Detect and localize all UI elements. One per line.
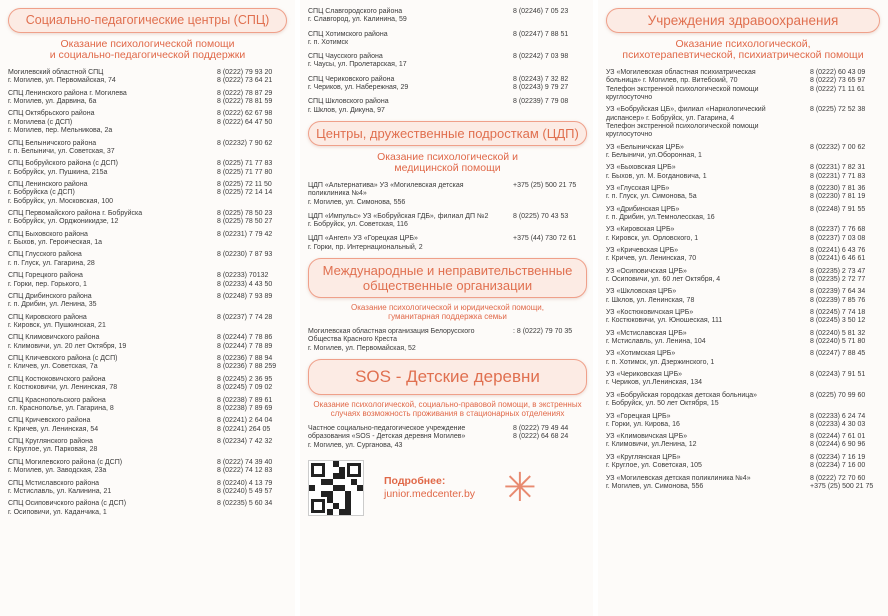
spc-list-continued (308, 8, 587, 115)
org-name-address: СПЦ Глусского района г. п. Глуск, ул. Гагарина, 28 (8, 251, 95, 267)
phone-number: 8 (02240) 5 81 32 8 (02240) 5 71 80 (810, 329, 866, 346)
section-header-spc: Социально-педагогические центры (СПЦ) (8, 8, 287, 33)
phone-number: +375 (44) 730 72 61 (513, 235, 577, 243)
org-name-address: УЗ «Круглянская ЦРБ» г. Круглое, ул. Советская, 105 (606, 453, 702, 470)
list-item (8, 459, 287, 476)
list-item (8, 110, 287, 135)
phone-number: 8 (0222) 78 87 29 8 (0222) 78 81 59 (217, 89, 273, 106)
star-decoration-icon: ✳ (503, 465, 537, 510)
list-item (606, 206, 880, 223)
list-item (606, 330, 880, 347)
list-item (308, 328, 587, 353)
org-name-address: УЗ «Костюковичская ЦРБ» г. Костюковичи, ул. Юношеская, 111 (606, 309, 723, 325)
org-name-address: СПЦ Осиповичского района (с ДСП) г. Осиповичи, ул. Каданчика, 1 (8, 500, 127, 516)
phone-number: 8 (02231) 7 79 42 (217, 230, 273, 238)
phone-number: 8 (0225) 70 99 60 (810, 391, 866, 399)
list-item (8, 90, 287, 107)
list-item (308, 425, 587, 450)
phone-number: 8 (02248) 7 91 55 (810, 205, 866, 213)
org-name-address: ЦДП «Импульс» УЗ «Бобруйская ГДБ», филиал ДП №2 г. Бобруйск, ул. Советская, 116 (308, 212, 489, 229)
list-item (8, 480, 287, 497)
org-name-address: УЗ «Быховская ЦРБ» г. Быхов, ул. М. Богдановича, 1 (606, 164, 707, 180)
more-info-label: Подробнее: (384, 474, 446, 487)
phone-number: 8 (02239) 7 79 08 (513, 98, 569, 106)
org-name-address: УЗ «Хотимская ЦРБ» г. п. Хотимск, ул. Дзержинского, 1 (606, 350, 715, 366)
list-item (308, 76, 587, 93)
qr-module (327, 509, 333, 515)
list-item (606, 185, 880, 202)
ngo-list (308, 328, 587, 353)
list-item (606, 144, 880, 161)
list-item (8, 376, 287, 393)
panel-healthcare (598, 0, 888, 616)
qr-corner (311, 463, 325, 477)
list-item (606, 247, 880, 264)
phone-number: 8 (02230) 7 81 36 8 (02230) 7 81 19 (810, 184, 866, 201)
org-name-address: СПЦ Климовичского района г. Климовичи, ул. 20 лет Октября, 19 (8, 334, 127, 350)
org-name-address: УЗ «Чериковская ЦРБ» г. Чериков, ул.Ленинская, 134 (606, 371, 703, 387)
list-item (606, 454, 880, 471)
list-item (606, 288, 880, 305)
phone-number: 8 (02247) 7 88 51 (513, 30, 569, 38)
phone-number: 8 (0225) 72 52 38 (810, 106, 866, 114)
qr-module (345, 509, 351, 515)
phone-number: 8 (02238) 7 89 61 8 (02238) 7 89 69 (217, 396, 273, 412)
org-name-address: СПЦ Славгородского района г. Славгород, ул. Калинина, 59 (308, 8, 407, 24)
phone-number: 8 (02246) 7 05 23 (513, 8, 569, 15)
org-name-address: СПЦ Чериковского района г. Чериков, ул. Набережная, 29 (308, 75, 409, 92)
org-name-address: СПЦ Шкловского района г. Шклов, ул. Дикуна, 97 (308, 98, 389, 114)
list-item (8, 438, 287, 455)
org-name-address: СПЦ Быховского района г. Быхов, ул. Героическая, 1а (8, 230, 102, 247)
phone-number: 8 (02239) 7 64 34 8 (02239) 7 85 76 (810, 288, 866, 304)
phone-number: 8 (0222) 79 93 20 8 (0222) 73 64 21 (217, 69, 273, 85)
org-name-address: СПЦ Могилевского района (с ДСП) г. Могилев, ул. Заводская, 23а (8, 458, 123, 475)
org-name-address: СПЦ Краснопольского района г.п. Краснополье, ул. Гагарина, 8 (8, 396, 114, 412)
org-name-address: УЗ «Шкловская ЦРБ» г. Шклов, ул. Ленинская, 78 (606, 288, 695, 304)
list-item (606, 106, 880, 139)
org-name-address: СПЦ Первомайского района г. Бобруйска г. Бобруйск, ул. Орджоникидзе, 12 (8, 210, 143, 226)
list-item (8, 210, 287, 227)
list-item (606, 392, 880, 409)
org-name-address: ЦДП «Ангел» УЗ «Горецкая ЦРБ» г. Горки, пр. Интернациональный, 2 (308, 235, 423, 251)
list-item (308, 98, 587, 115)
org-name-address: УЗ «Дрибинская ЦРБ» г. п. Дрибин, ул.Темнолесская, 16 (606, 205, 715, 221)
panel-social-centers (0, 0, 295, 616)
section-subheader-ngo: Оказание психологической и юридической помощи, гуманитарная поддержка семьи (351, 303, 544, 322)
phone-number: 8 (02240) 4 13 79 8 (02240) 5 49 57 (217, 479, 273, 495)
more-info-url[interactable]: junior.medcenter.by (384, 487, 476, 500)
phone-number: 8 (0225) 78 50 23 8 (0225) 78 50 27 (217, 210, 273, 226)
list-item (606, 69, 880, 102)
list-item (8, 500, 287, 517)
org-name-address: СПЦ Белыничского района г. п. Белыничи, ул. Советская, 37 (8, 139, 115, 155)
list-item (606, 164, 880, 181)
list-item (8, 397, 287, 414)
phone-number: 8 (0225) 70 43 53 (513, 212, 569, 220)
list-item (8, 355, 287, 372)
org-name-address: УЗ «Бобруйская городская детская больница» г. Бобруйск, ул. 50 лет Октября, 15 (606, 391, 758, 408)
org-name-address: Частное социально-педагогическое учреждение образования «SOS - Детская деревня Могилев» г. Могилев, ул. Сурганова, 43 (308, 424, 466, 449)
qr-module (339, 473, 345, 479)
org-name-address: Могилевская областная организация Белорусского Общества Красного Креста г. Могилев, ул. Первомайская, 52 (308, 328, 475, 352)
list-item (606, 309, 880, 326)
section-header-sos: SOS - Детские деревни (308, 359, 587, 395)
phone-number: 8 (02245) 7 74 18 8 (02245) 3 50 12 (810, 309, 866, 325)
org-name-address: СПЦ Круглянского района г. Круглое, ул. Парковая, 28 (8, 438, 98, 454)
org-name-address: СПЦ Бобруйского района (с ДСП) г. Бобруйск, ул. Пушкина, 215а (8, 160, 118, 176)
org-name-address: УЗ «Белыничская ЦРБ» г. Белыничи, ул.Оборонная, 1 (606, 143, 702, 159)
list-item (8, 160, 287, 177)
phone-number: 8 (02243) 7 91 51 (810, 371, 866, 379)
org-name-address: СПЦ Кличевского района (с ДСП) г. Кличев, ул. Советская, 7а (8, 355, 118, 371)
org-name-address: УЗ «Осиповичская ЦРБ» г. Осиповичи, ул. 60 лет Октября, 4 (606, 267, 721, 283)
list-item (8, 293, 287, 310)
phone-number: 8 (02243) 7 32 82 8 (02243) 9 79 27 (513, 75, 569, 92)
list-item (308, 53, 587, 70)
phone-number: 8 (0222) 60 43 09 8 (0222) 73 65 97 8 (0222) 71 11 61 (810, 69, 866, 93)
org-name-address: СПЦ Октябрьского района г. Могилева (с ДСП) г. Могилев, пер. Мельникова, 2а (8, 110, 113, 135)
phone-number: 8 (02232) 7 90 62 (217, 139, 273, 147)
phone-number: 8 (02241) 6 43 76 8 (02241) 6 46 61 (810, 247, 866, 263)
phone-number: 8 (02233) 70132 8 (02233) 4 43 50 (217, 272, 273, 288)
list-item (606, 350, 880, 367)
section-header-healthcare: Учреждения здравоохранения (606, 8, 880, 33)
list-item (8, 272, 287, 289)
phone-number: 8 (02237) 7 76 68 8 (02237) 7 03 08 (810, 226, 866, 242)
phone-number: 8 (0225) 72 11 50 8 (0225) 72 14 14 (217, 180, 273, 197)
healthcare-list (606, 69, 880, 491)
list-item (8, 231, 287, 248)
phone-number: 8 (02247) 7 88 45 (810, 350, 866, 358)
list-item (8, 251, 287, 268)
phone-number: 8 (0222) 62 67 98 8 (0222) 64 47 50 (217, 110, 273, 126)
org-name-address: СПЦ Ленинского района г. Могилева г. Могилев, ул. Дарвина, 6а (8, 89, 127, 106)
phone-number: 8 (02230) 7 87 93 (217, 251, 273, 259)
section-header-cdp: Центры, дружественные подросткам (ЦДП) (308, 121, 587, 146)
org-name-address: СПЦ Кировского района г. Кировск, ул. Пушкинская, 21 (8, 313, 106, 329)
list-item (8, 314, 287, 331)
phone-number: 8 (02236) 7 88 94 8 (02236) 7 88 259 (217, 355, 277, 371)
org-name-address: СПЦ Кричевского района г. Кричев, ул. Ленинская, 54 (8, 417, 99, 433)
phone-number: 8 (0225) 71 77 83 8 (0225) 71 77 80 (217, 160, 273, 176)
list-item (8, 417, 287, 434)
org-name-address: ЦДП «Альтернатива» УЗ «Могилевская детская поликлиника №4» г. Могилев, ул. Симонова, 556 (308, 181, 464, 206)
list-item (606, 413, 880, 430)
list-item (606, 268, 880, 285)
section-header-ngo: Международные и неправительственные общественные организации (308, 258, 587, 298)
list-item (308, 235, 587, 252)
phone-number: 8 (02235) 2 73 47 8 (02235) 2 72 77 (810, 267, 866, 283)
more-info-block (308, 460, 587, 516)
org-name-address: УЗ «Глусская ЦРБ» г. п. Глуск, ул. Симонова, 5а (606, 184, 697, 201)
phone-number: 8 (02245) 2 36 95 8 (02245) 7 09 02 (217, 375, 273, 392)
phone-number: 8 (02231) 7 82 31 8 (02231) 7 71 83 (810, 164, 866, 180)
phone-number: 8 (02241) 2 64 04 8 (02241) 264 05 (217, 417, 273, 433)
org-name-address: СПЦ Костюковичского района г. Костюковичи, ул. Ленинская, 78 (8, 375, 118, 392)
list-item (308, 182, 587, 207)
list-item (606, 371, 880, 388)
org-name-address: СПЦ Ленинского района г. Бобруйска (с ДСП) г. Бобруйск, ул. Московская, 100 (8, 180, 114, 205)
org-name-address: УЗ «Могилевская областная психиатрическая больница» г. Могилев, пр. Витебский, 70 Телефон экстренной психологической помощи круглосуточно (606, 69, 759, 101)
section-subheader-spc: Оказание психологической помощи и социально-педагогической поддержки (49, 38, 246, 61)
sos-list (308, 425, 587, 450)
list-item (308, 8, 587, 25)
phone-number: 8 (0222) 74 39 40 8 (0222) 74 12 83 (217, 458, 273, 475)
phone-number: 8 (02248) 7 93 89 (217, 292, 273, 300)
org-name-address: СПЦ Чаусского района г. Чаусы, ул. Пролетарская, 17 (308, 53, 407, 69)
org-name-address: УЗ «Бобруйская ЦБ», филиал «Наркологический диспансер» г. Бобруйск, ул. Гагарина, 4 Телефон экстренной психологической помощи круглосуточно (606, 106, 766, 139)
org-name-address: СПЦ Дрибинского района г. п. Дрибин, ул. Ленина, 35 (8, 292, 97, 309)
org-name-address: УЗ «Кричевская ЦРБ» г. Кричев, ул. Ленинская, 70 (606, 247, 697, 263)
list-item (308, 213, 587, 230)
phone-number: : 8 (0222) 79 70 35 (513, 328, 573, 336)
phone-number: 8 (02242) 7 03 98 (513, 53, 569, 61)
org-name-address: СПЦ Мстиславского района г. Мстиславль, ул. Калинина, 21 (8, 479, 112, 495)
section-subheader-healthcare: Оказание психологической, психотерапевтической, психиатрической помощи (622, 38, 864, 61)
list-item (308, 31, 587, 48)
phone-number: 8 (02234) 7 42 32 (217, 438, 273, 446)
org-name-address: УЗ «Мстиславская ЦРБ» г. Мстиславль, ул. Ленина, 104 (606, 329, 706, 346)
org-name-address: УЗ «Могилевская детская поликлиника №4» г. Могилев, ул. Симонова, 556 (606, 474, 751, 490)
org-name-address: УЗ «Климовичская ЦРБ» г. Климовичи, ул.Ленина, 12 (606, 433, 697, 449)
more-info-text (384, 475, 475, 501)
list-item (8, 181, 287, 206)
qr-code-icon[interactable] (308, 460, 364, 516)
spc-list (8, 69, 287, 517)
org-name-address: УЗ «Кировская ЦРБ» г. Кировск, ул. Орловского, 1 (606, 226, 699, 242)
qr-module (357, 485, 363, 491)
section-subheader-sos: Оказание психологической, социально-правовой помощи, в экстренных случаях возможность проживания в стационарных отделениях (313, 399, 582, 418)
phone-number: 8 (02235) 5 60 34 (217, 500, 273, 508)
list-item (8, 140, 287, 157)
list-item (8, 334, 287, 351)
section-subheader-cdp: Оказание психологической и медицинской помощи (377, 150, 518, 174)
qr-corner (311, 499, 325, 513)
org-name-address: УЗ «Горецкая ЦРБ» г. Горки, ул. Кирова, 16 (606, 412, 680, 428)
list-item (606, 226, 880, 243)
phone-number: 8 (02234) 7 16 19 8 (02234) 7 16 00 (810, 453, 866, 470)
qr-corner (347, 463, 361, 477)
phone-number: 8 (02233) 6 24 74 8 (02233) 4 30 03 (810, 412, 866, 428)
phone-number: 8 (0222) 72 70 60 +375 (25) 500 21 75 (810, 474, 874, 490)
cdp-list (308, 182, 587, 252)
qr-module (309, 485, 315, 491)
list-item (8, 69, 287, 86)
phone-number: 8 (0222) 79 49 44 8 (0222) 64 68 24 (513, 424, 569, 441)
phone-number: 8 (02244) 7 61 01 8 (02244) 6 90 96 (810, 433, 866, 449)
list-item (606, 433, 880, 450)
org-name-address: СПЦ Горецкого района г. Горки, пер. Горького, 1 (8, 272, 87, 288)
phone-number: 8 (02232) 7 00 62 (810, 143, 866, 151)
phone-number: 8 (02237) 7 74 28 (217, 313, 273, 321)
panel-middle (300, 0, 593, 616)
phone-number: +375 (25) 500 21 75 (513, 181, 577, 189)
phone-number: 8 (02244) 7 78 86 8 (02244) 7 78 89 (217, 334, 273, 350)
org-name-address: СПЦ Хотимского района г. п. Хотимск (308, 30, 388, 46)
list-item (606, 475, 880, 492)
org-name-address: Могилевский областной СПЦ г. Могилев, ул. Первомайская, 74 (8, 69, 116, 85)
